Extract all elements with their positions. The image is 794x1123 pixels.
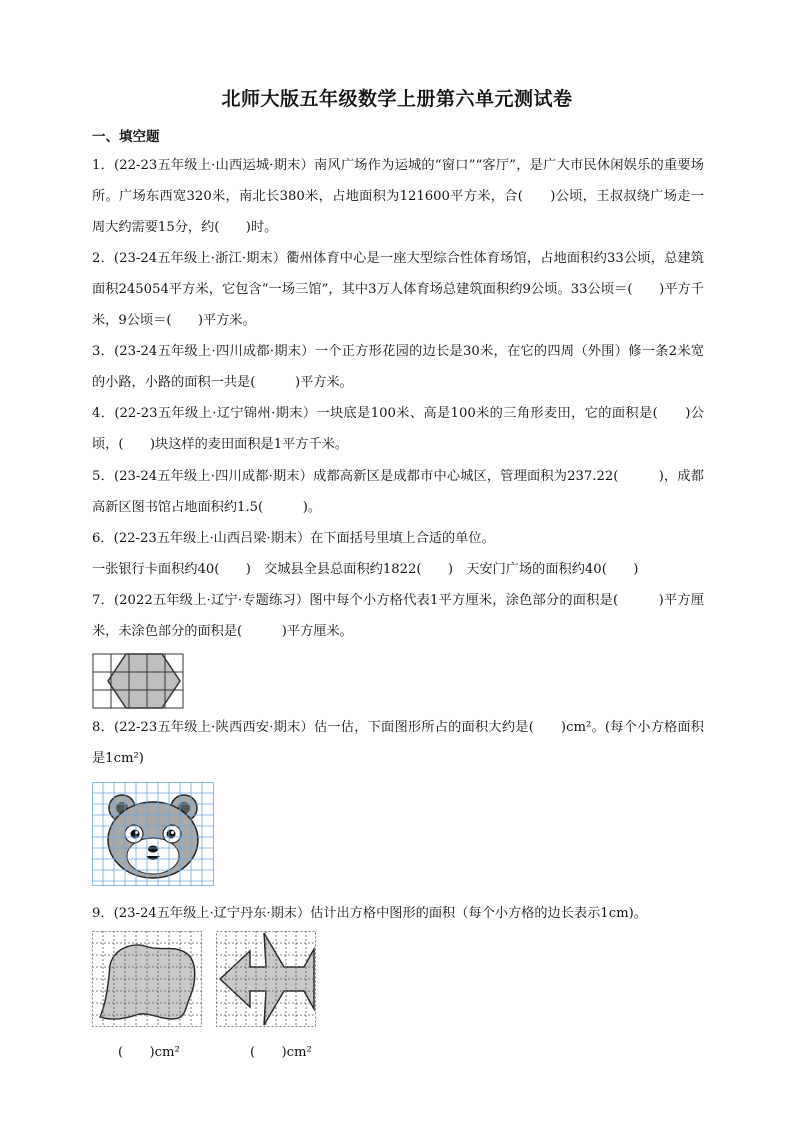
hexagon-shape <box>108 654 180 708</box>
answer-blank-2: ( )cm² <box>250 1045 312 1060</box>
question-4: 4．(22-23五年级上·辽宁锦州·期末）一块底是100米、高是100米的三角形麦田，它的面积是( )公顷，( )块这样的麦田面积是1平方千米。 <box>92 406 704 452</box>
question-5: 5．(23-24五年级上·四川成都·期末）成都高新区是成都市中心城区，管理面积为237.22( )，成都高新区图书馆占地面积约1.5( )。 <box>92 469 704 515</box>
question-7-grid-figure <box>92 653 184 709</box>
bear-face-icon <box>108 795 198 878</box>
section-heading: 一、填空题 <box>92 129 160 145</box>
question-7: 7．(2022五年级上·辽宁·专题练习）图中每个小方格代表1平方厘米，涂色部分的面积是( )平方厘米，未涂色部分的面积是( )平方厘米。 <box>92 593 704 639</box>
question-6-blanks: 一张银行卡面积约40( ) 交城县全县总面积约1822( ) 天安门广场的面积约40( ) <box>92 562 639 577</box>
question-8: 8．(22-23五年级上·陕西西安·期末）估一估，下面图形所占的面积大约是( )cm²。(每个小方格面积是1cm²) <box>92 720 704 766</box>
answer-blank-1: ( )cm² <box>118 1045 180 1060</box>
page-title: 北师大版五年级数学上册第六单元测试卷 <box>221 88 573 110</box>
question-6: 6．(22-23五年级上·山西吕梁·期末）在下面括号里填上合适的单位。 <box>92 531 495 546</box>
question-8-bear-figure <box>92 782 214 886</box>
question-1: 1．(22-23五年级上·山西运城·期末）南风广场作为运城的“窗口”“客厅”，是广大市民休闲娱乐的重要场所。广场东西宽320米，南北长380米，占地面积为121600平方米，合( )公顷，王叔叔绕广场走一周大约需要15分，约( )时。 <box>92 158 704 235</box>
arrow-fish-shape <box>220 933 314 1025</box>
question-2: 2．(23-24五年级上·浙江·期末）衢州体育中心是一座大型综合性体育场馆，占地面积约33公顷，总建筑面积245054平方米，它包含“一场三馆”，其中3万人体育场总建筑面积约9公顷。33公顷＝( )平方千米，9公顷＝( )平方米。 <box>92 251 704 328</box>
question-9-arrow-figure <box>216 931 316 1027</box>
question-9: 9．(23-24五年级上·辽宁丹东·期末）估计出方格中图形的面积（每个小方格的边长表示1cm)。 <box>92 906 647 921</box>
question-3: 3．(23-24五年级上·四川成都·期末）一个正方形花园的边长是30米，在它的四周（外围）修一条2米宽的小路，小路的面积一共是( )平方米。 <box>92 344 704 390</box>
question-9-blob-figure <box>92 931 202 1027</box>
